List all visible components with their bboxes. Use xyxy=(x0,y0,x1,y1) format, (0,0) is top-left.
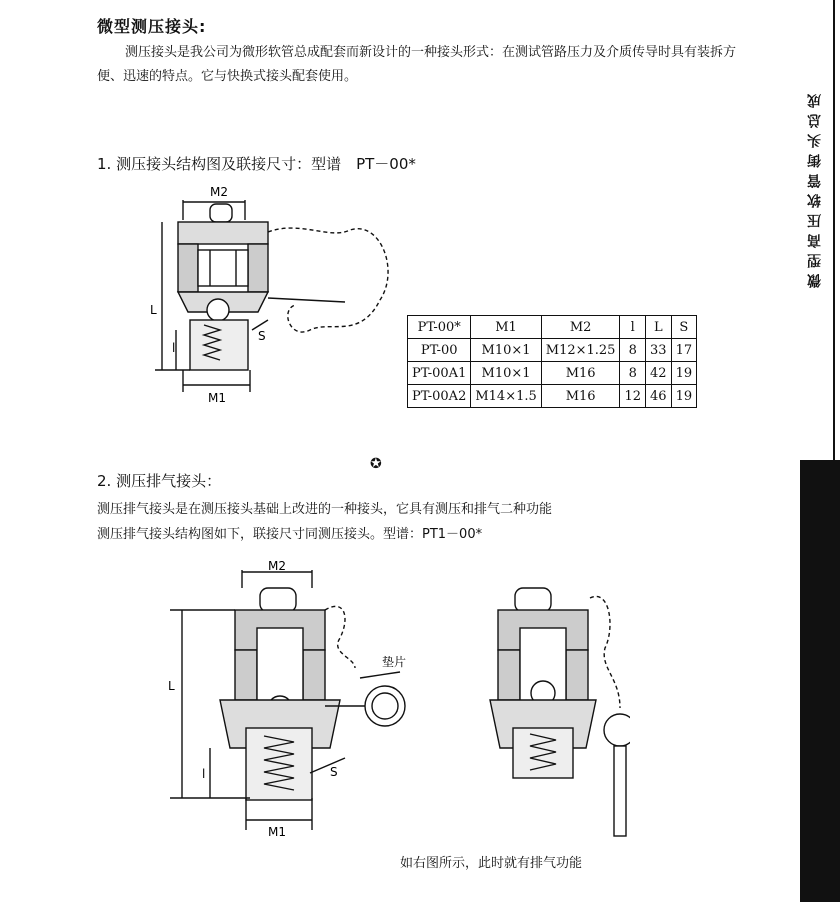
table-cell: M14×1.5 xyxy=(471,385,541,408)
table-cell: 8 xyxy=(620,339,646,362)
table-cell: 46 xyxy=(646,385,672,408)
table-header-cell: PT-00* xyxy=(408,316,471,339)
table-header-cell: M2 xyxy=(541,316,620,339)
fig2-caption: 如右图所示，此时就有排气功能 xyxy=(400,856,583,871)
table-cell: 42 xyxy=(646,362,672,385)
table-header-row xyxy=(408,316,697,339)
table-row xyxy=(408,385,697,408)
fig1-l-small-label: l xyxy=(172,341,176,355)
section2-line2: 测压排气接头结构图如下，联接尺寸同测压接头。型谱：PT1－00* xyxy=(97,527,483,542)
center-mark-icon: ✪ xyxy=(370,456,382,472)
table-cell: 19 xyxy=(671,362,697,385)
fig2-l-label: L xyxy=(168,679,175,693)
sidebar-edge-line xyxy=(833,0,835,902)
fig1-m1-label: M1 xyxy=(208,391,226,405)
table-cell: 17 xyxy=(671,339,697,362)
table-cell: M16 xyxy=(541,362,620,385)
table-header-cell: l xyxy=(620,316,646,339)
intro-paragraph: 测压接头是我公司为微形软管总成配套而新设计的一种接头形式：在测试管路压力及介质传导时具有装拆方便、迅速的特点。它与快换式接头配套使用。 xyxy=(97,45,737,84)
table-cell: 19 xyxy=(671,385,697,408)
section1-heading: 1. 测压接头结构图及联接尺寸：型谱 PT－00* xyxy=(97,155,416,173)
fig1-s-label: S xyxy=(258,329,266,343)
table-header-cell: M1 xyxy=(471,316,541,339)
table-cell: M10×1 xyxy=(471,339,541,362)
table-header-cell: S xyxy=(671,316,697,339)
section2-heading: 2. 测压排气接头： xyxy=(97,472,222,490)
fig2-s-label: S xyxy=(330,765,338,779)
table-cell: PT-00A2 xyxy=(408,385,471,408)
sidebar-title: 微型高压软管街头总成 xyxy=(807,88,823,288)
table-cell: 33 xyxy=(646,339,672,362)
fig2-bleed-connector-drawing xyxy=(160,558,630,838)
table-cell: 12 xyxy=(620,385,646,408)
fig2-m2-label: M2 xyxy=(268,559,286,573)
table-cell: M10×1 xyxy=(471,362,541,385)
fig1-l-label: L xyxy=(150,303,157,317)
page-title: 微型测压接头: xyxy=(97,17,207,36)
table-cell: PT-00A1 xyxy=(408,362,471,385)
table-row xyxy=(408,339,697,362)
spec-table xyxy=(407,315,697,408)
fig1-m2-label: M2 xyxy=(210,185,228,199)
table-cell: PT-00 xyxy=(408,339,471,362)
table-row xyxy=(408,362,697,385)
table-cell: 8 xyxy=(620,362,646,385)
fig2-m1-label: M1 xyxy=(268,825,286,838)
section2-line1: 测压排气接头是在测压接头基础上改进的一种接头，它具有测压和排气二种功能 xyxy=(97,502,553,517)
fig2-gasket-label: 垫片 xyxy=(382,655,407,669)
table-header-cell: L xyxy=(646,316,672,339)
table-cell: M16 xyxy=(541,385,620,408)
fig2-l-small-label: l xyxy=(202,767,206,781)
table-cell: M12×1.25 xyxy=(541,339,620,362)
